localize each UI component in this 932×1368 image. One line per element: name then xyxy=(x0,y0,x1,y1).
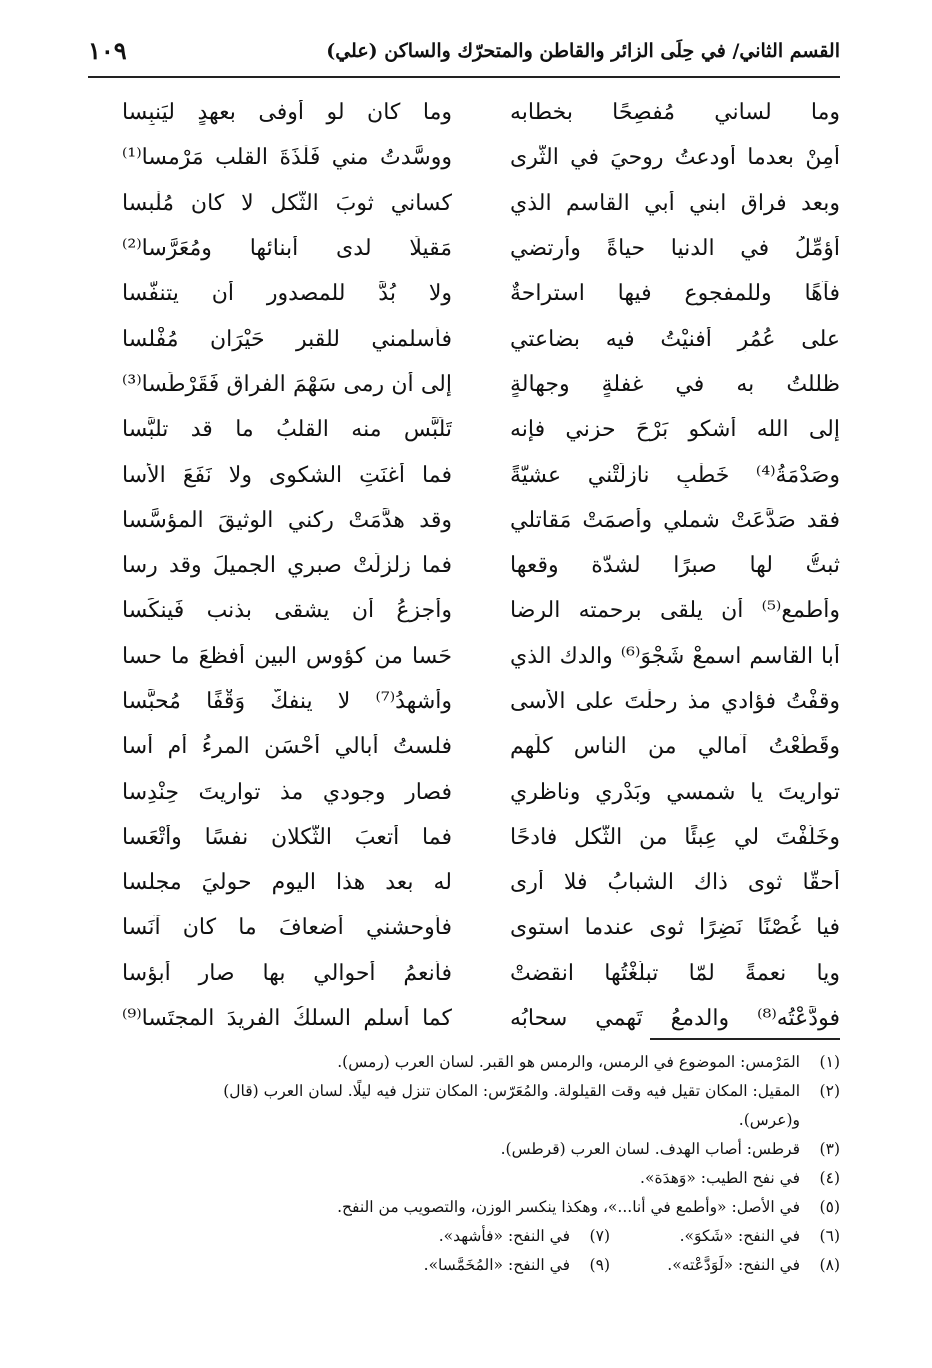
footnote-number: (٥) xyxy=(819,1198,840,1216)
footnote-number: (٨) xyxy=(819,1256,840,1274)
verse-line xyxy=(120,951,840,996)
verse-line xyxy=(120,362,840,407)
second-hemistich: فأسلمني للقبر حَيْرَان مُفْلسا xyxy=(122,326,452,352)
verse-line xyxy=(120,90,840,135)
second-hemistich: مَقيلًا لدى أبنائها ومُعَرَّسا⁽²⁾ xyxy=(122,236,452,262)
first-hemistich: وصَدْمَةُ⁽⁴⁾ خَطْبٍ نازلَتْني عشيّةً xyxy=(510,462,840,488)
second-hemistich: ووسَّدتُ مني فَلْذَةَ القلب مَرْمسا⁽¹⁾ xyxy=(122,145,452,171)
verse-line xyxy=(120,815,840,860)
first-hemistich: وما لساني مُفصِحًا بخطابه xyxy=(510,100,840,126)
footnote xyxy=(380,1222,610,1251)
first-hemistich: وقَطَّعْتُ آمالي من الناس كلِّهم xyxy=(510,734,840,760)
verse-line xyxy=(120,905,840,950)
first-hemistich: إلى الله أشكو بَرْحَ حزني فإنه xyxy=(510,417,840,443)
footnote-text: المَرْمس: الموضوع في الرمس، والرمس هو القبر. لسان العرب (رمس). xyxy=(337,1053,800,1071)
footnote xyxy=(610,1251,840,1280)
verse-line xyxy=(120,407,840,452)
first-hemistich: وقفْتُ فؤادي مذ رحلْتَ على الأسى xyxy=(510,689,840,714)
second-hemistich: فما أغنَتِ الشكوى ولا نَفَعَ الأسا xyxy=(122,462,452,488)
second-hemistich: وما كان لو أوفى بعهدٍ ليَنبِسا xyxy=(122,100,452,126)
running-head-title: القسم الثاني/ في حِلَى الزائر والقاطن والمتحرّك والساكن (علي) xyxy=(326,40,840,62)
footnote-text: المقيل: المكان تقيل فيه وقت القيلولة. والمُعَرّس: المكان تنزل فيه ليلًا. لسان العرب (قال) xyxy=(223,1082,800,1100)
verse-line xyxy=(120,679,840,724)
poem xyxy=(120,90,840,1032)
first-hemistich: فآهًا وللمفجوع فيها استراحةٌ xyxy=(510,281,840,307)
first-hemistich: وبعد فراق ابني أبي القاسم الذي xyxy=(510,190,840,216)
first-hemistich: أمِنْ بعدما أودعتُ روحيَ في الثّرى xyxy=(510,145,840,171)
second-hemistich: ولا بُدَّ للمصدور أن يتنفَّسا xyxy=(122,281,452,307)
footnote xyxy=(380,1251,610,1280)
footnote-text: في النفح: «لَوَدَّعْته». xyxy=(667,1256,800,1274)
footnote-number: (٧) xyxy=(589,1227,610,1245)
verse-line xyxy=(120,316,840,361)
footnote-text: في النفح: «فأشهد». xyxy=(438,1227,570,1245)
first-hemistich: فيا غُصْنًا نَضِرًا ثوى عندما استوى xyxy=(510,915,840,941)
first-hemistich: أحقًّا ثوى ذاك الشبابُ فلا أرى xyxy=(510,870,840,896)
verse-line xyxy=(120,135,840,180)
footnote-divider xyxy=(650,1038,840,1040)
verse-line xyxy=(120,860,840,905)
footnote xyxy=(88,1193,840,1222)
second-hemistich: فصار وجودي مذ تواريتَ حِنْدِسا xyxy=(122,779,452,805)
footnotes xyxy=(88,1048,840,1280)
footnote-number: (٤) xyxy=(819,1169,840,1187)
footnote-text: في نفح الطيب: «وَهدَة». xyxy=(640,1169,800,1187)
verse-line xyxy=(120,271,840,316)
first-hemistich: تواريتَ يا شمسي وبَدْري وناظري xyxy=(510,779,840,805)
footnote-number: (٩) xyxy=(589,1256,610,1274)
verse-line xyxy=(120,498,840,543)
second-hemistich: وقد هدَّمَتْ ركني الوثيقَ المؤسَّسا xyxy=(122,507,452,533)
second-hemistich: كساني ثوبَ الثُّكل لا كان مُلْبسا xyxy=(122,190,452,216)
footnote-text: قرطس: أصاب الهدف. لسان العرب (قرطس). xyxy=(500,1140,800,1158)
first-hemistich: ظللتُ به في غفلةٍ وجهالةٍ xyxy=(510,371,840,397)
footnote-pair xyxy=(88,1222,840,1251)
footnote-pair xyxy=(88,1251,840,1280)
footnote-text: في النفح: «المُخَمَّسا». xyxy=(423,1256,570,1274)
footnote-number: (١) xyxy=(819,1053,840,1071)
first-hemistich: ثبتُّ لها صبرًا لشدّة وقعها xyxy=(510,553,840,579)
first-hemistich: فقد صَدَّعَتْ شملي وأصمَتْ مَقاتلي xyxy=(510,507,840,533)
footnote-continuation: و(عرس). xyxy=(738,1111,800,1129)
first-hemistich: ويا نعمةً لمّا تبلَّغْتُها انقضتْ xyxy=(510,960,840,986)
second-hemistich: فأنعمُ أحوالي بها صار أبؤسا xyxy=(122,960,452,986)
footnote-number: (٣) xyxy=(819,1140,840,1158)
footnote-text: في الأصل: «وأطمع في أنا...»، وهكذا ينكسر الوزن، والتصويب من النفح. xyxy=(337,1198,800,1216)
verse-line xyxy=(120,996,840,1041)
footnote-number: (٢) xyxy=(819,1082,840,1100)
second-hemistich: تَلَبَّس منه القلبُ ما قد تلبَّسا xyxy=(122,417,452,443)
footnote xyxy=(88,1077,840,1106)
first-hemistich: وخَلَّفْتَ لي عِبئًا من الثُّكل فادحًا xyxy=(510,824,840,850)
first-hemistich: على عُمُرٍ أفنيْتُ فيه بضاعتي xyxy=(510,326,840,352)
footnote-text: في النفح: «شَكوَ». xyxy=(679,1227,800,1245)
verse-line xyxy=(120,226,840,271)
footnote xyxy=(610,1222,840,1251)
first-hemistich: أبا القاسم اسمعْ شَجْوَ⁽⁶⁾ والدك الذي xyxy=(510,643,840,669)
second-hemistich: فما أتعبَ الثُّكلان نفسًا وأتْعَسا xyxy=(122,824,452,850)
verse-line xyxy=(120,452,840,497)
footnote xyxy=(88,1164,840,1193)
first-hemistich: أُؤمِّلُ في الدنيا حياةً وأرتضي xyxy=(510,236,840,262)
page-header xyxy=(88,36,840,78)
second-hemistich: وأشهدُ⁽⁷⁾ لا ينفكُّ وَقْفًا مُحبَّسا xyxy=(122,689,452,714)
verse-line xyxy=(120,588,840,633)
footnote-number: (٦) xyxy=(819,1227,840,1245)
footnote xyxy=(88,1048,840,1077)
verse-line xyxy=(120,769,840,814)
second-hemistich: فأوحشني أضعافَ ما كان آنَسا xyxy=(122,915,452,941)
second-hemistich: وأجزعُ أن يشقى بذنب فَينكَسا xyxy=(122,598,452,624)
verse-line xyxy=(120,724,840,769)
page-number: ١٠٩ xyxy=(88,36,127,65)
verse-line xyxy=(120,543,840,588)
first-hemistich: فودَّعْتُه⁽⁸⁾ والدمعُ تَهمي سحابُه xyxy=(510,1006,840,1032)
verse-line xyxy=(120,181,840,226)
second-hemistich: له بعد هذا اليوم حوليَ مجلسا xyxy=(122,870,452,896)
second-hemistich: كما أسلم السلكُ الفريدَ المجتَسا⁽⁹⁾ xyxy=(122,1006,452,1032)
first-hemistich: وأطمع⁽⁵⁾ أن يلقى برحمته الرضا xyxy=(510,598,840,624)
footnote xyxy=(88,1135,840,1164)
verse-line xyxy=(120,634,840,679)
second-hemistich: إلى أن رمى سَهْمَ الفراقِ فَقَرْطَسا⁽³⁾ xyxy=(122,371,452,397)
second-hemistich: حَسا من كؤوس البين أفظعَ ما حسا xyxy=(122,643,452,669)
second-hemistich: فما زلزلَتْ صبري الجميلَ وقد رسا xyxy=(122,553,452,579)
second-hemistich: فلستُ أبالي أحْسَن المرءُ أم أسا xyxy=(122,734,452,760)
